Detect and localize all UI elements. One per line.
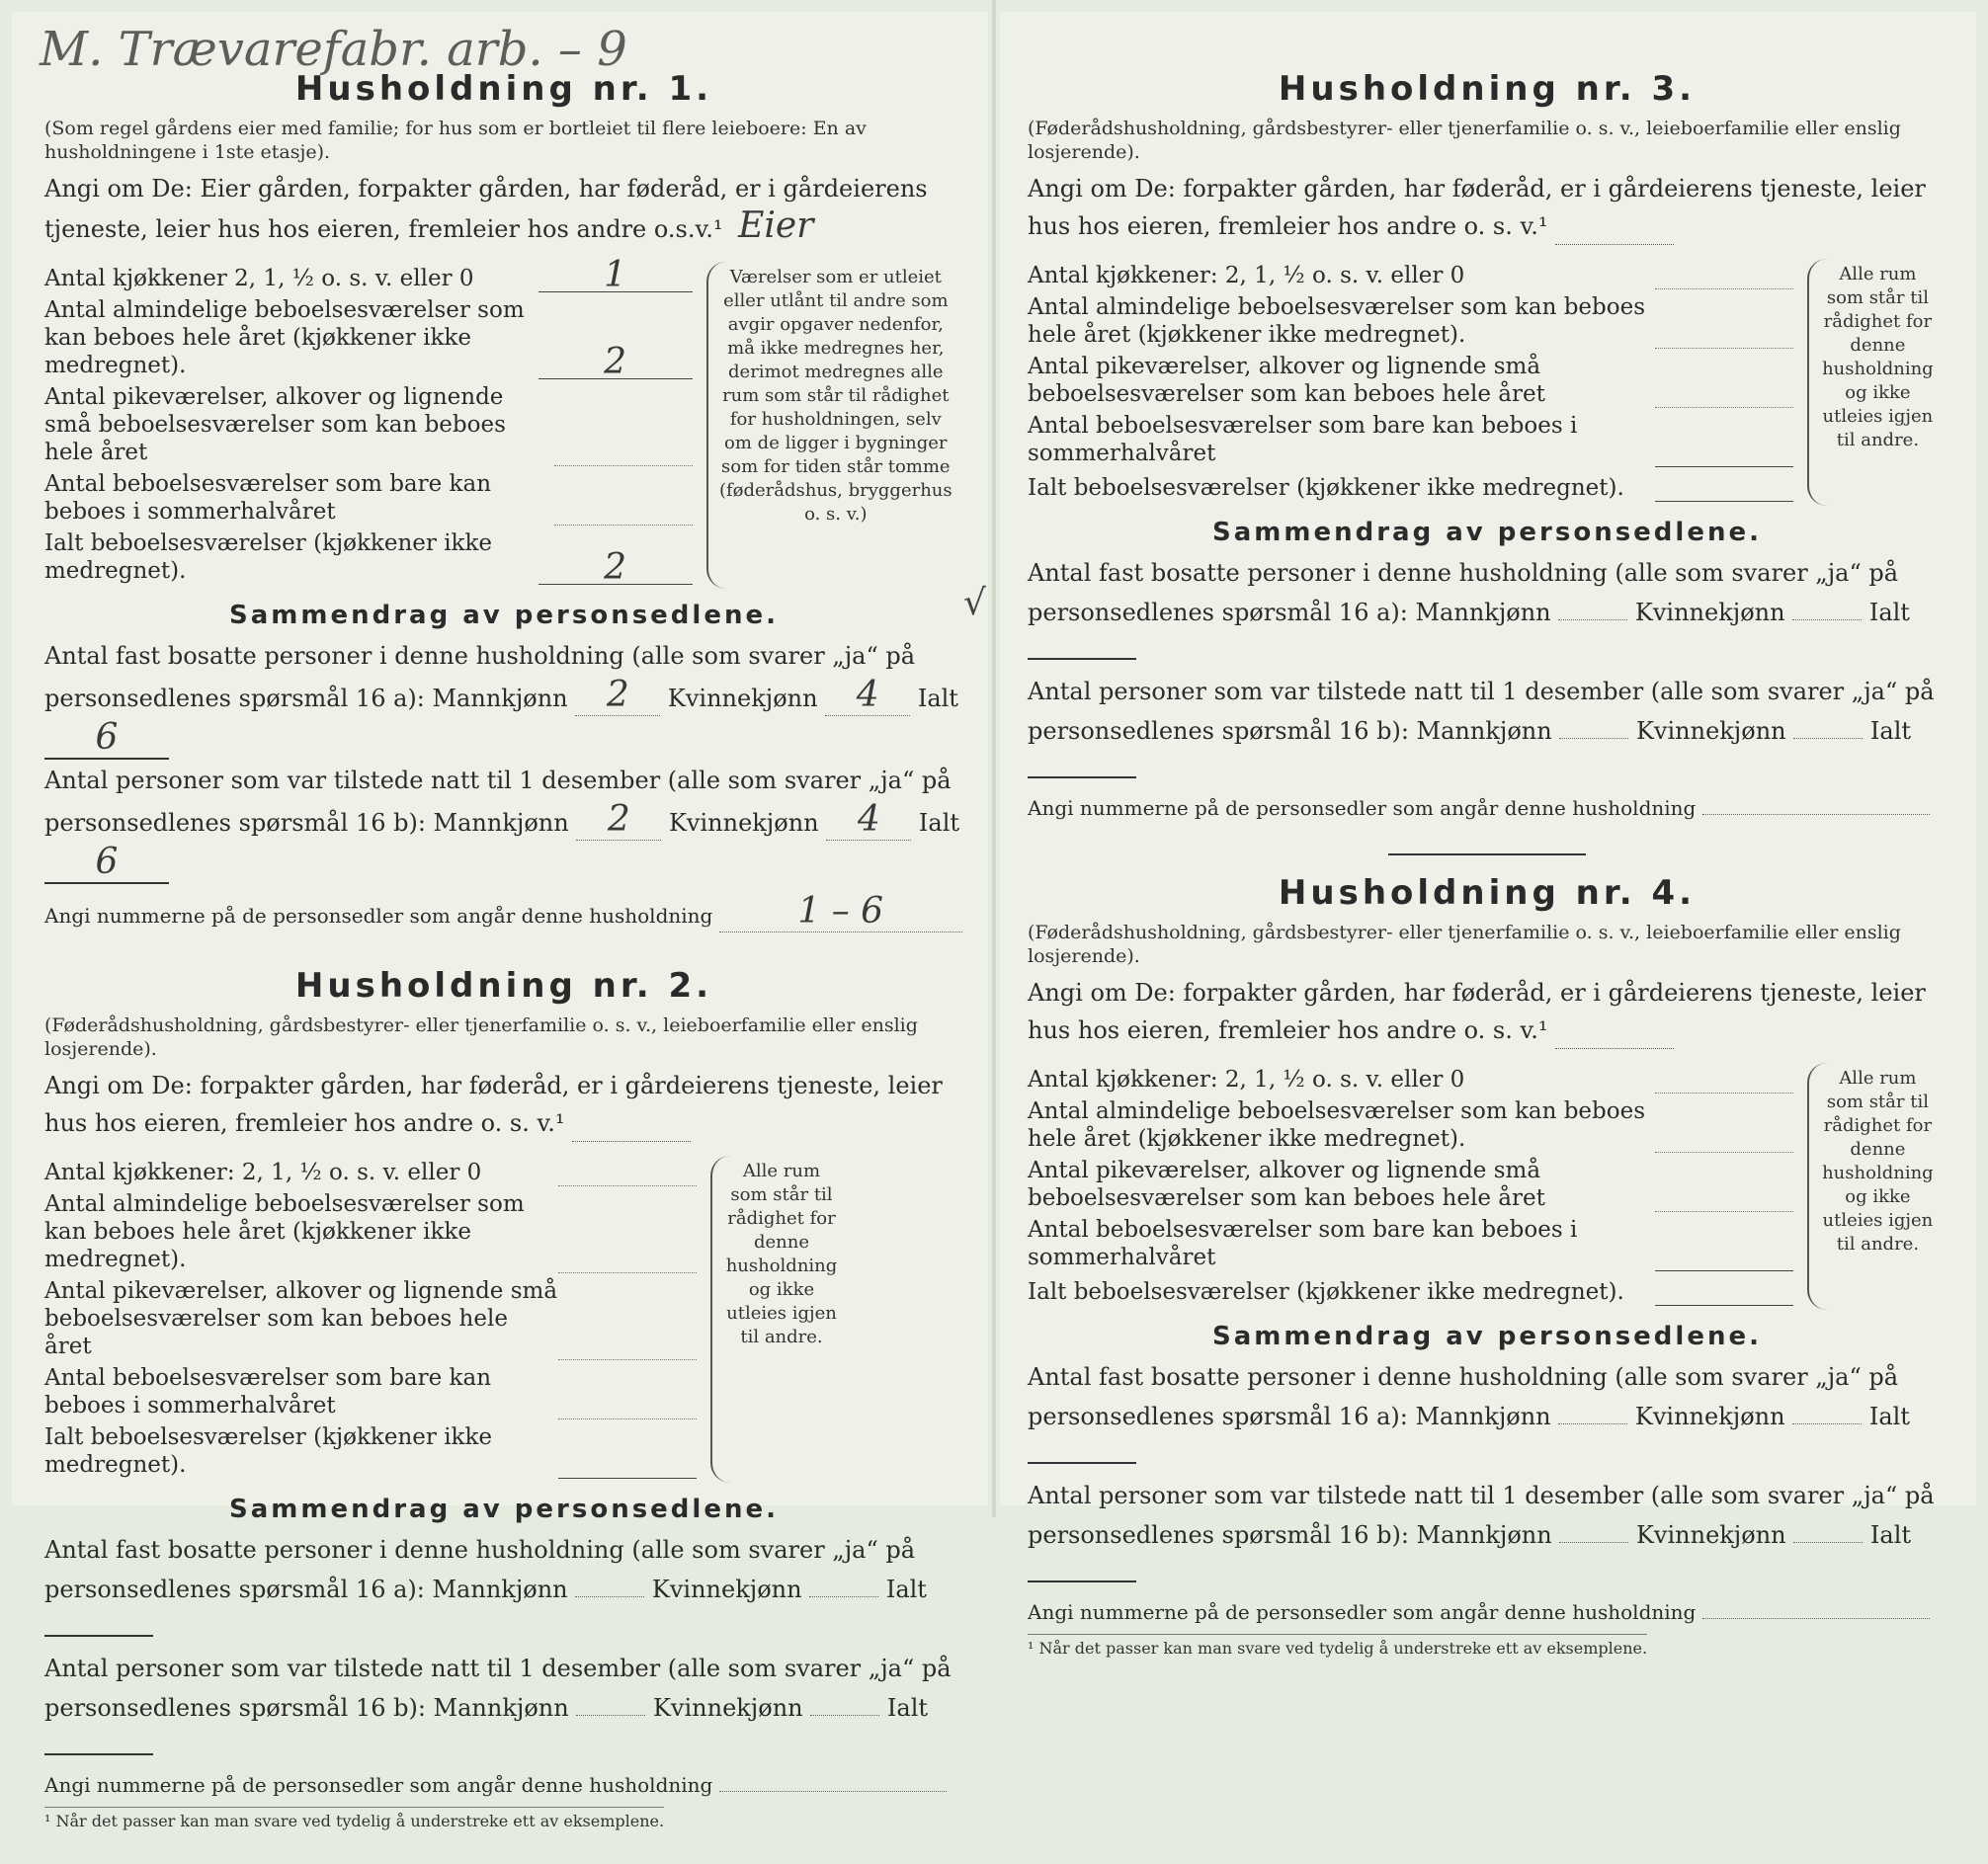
hh4-sum-b-ialt-label: Ialt [1869, 1521, 1912, 1549]
hh2-row-ordinary-label: Antal almindelige beboelsesværelser som kan beboes hele året (kjøkkener ikke medregnet). [44, 1191, 525, 1272]
hh1-sum-b-ialt-label: Ialt [918, 809, 960, 837]
hh2-sum-a-lead: Antal fast bosatte personer i denne husholdning (alle som svarer „ja“ på [44, 1536, 916, 1564]
hh4-row-summer [1028, 1216, 1793, 1271]
hh2-row-total-label: Ialt beboelsesværelser (kjøkkener ikke medregnet). [44, 1424, 493, 1478]
hh2-numbers [44, 1773, 963, 1797]
hh3-row-summer-value[interactable] [1655, 437, 1793, 467]
hh3-sum-a [1028, 593, 1947, 672]
household-3 [1028, 69, 1947, 820]
hh4-row-small-value[interactable] [1655, 1181, 1793, 1212]
household-2-question-text: Angi om De: forpakter gården, har føderåd, er i gårdeierens tjeneste, leier hus hos eieren, fremleier hos andre o. s. v.¹ [44, 1072, 943, 1137]
hh1-numbers [44, 891, 963, 932]
hh3-row-ordinary [1028, 293, 1793, 349]
hh3-row-small-value[interactable] [1655, 377, 1793, 408]
hh3-row-small-label: Antal pikeværelser, alkover og lignende små beboelsesværelser som kan beboes hele året [1028, 354, 1545, 407]
hh1-row-summer [44, 470, 693, 526]
hh2-sum-a-kvinne[interactable] [809, 1596, 878, 1597]
hh2-row-total-value[interactable] [558, 1448, 697, 1479]
hh1-sum-b-ialt[interactable]: 6 [44, 843, 169, 884]
hh4-row-ordinary-label: Antal almindelige beboelsesværelser som kan beboes hele året (kjøkkener ikke medregnet). [1028, 1098, 1646, 1152]
hh2-row-summer [44, 1364, 697, 1419]
hh1-sum-b-kvinne[interactable]: 4 [826, 800, 911, 841]
household-4-title: Husholdning nr. 4. [1278, 873, 1697, 913]
hh4-row-small [1028, 1157, 1793, 1212]
hh3-sum-b-mann[interactable] [1559, 738, 1628, 739]
hh2-sum-a-mann-label: Mannkjønn [432, 1576, 568, 1603]
hh4-row-ordinary-value[interactable] [1655, 1122, 1793, 1153]
hh2-sum-a-q: personsedlenes spørsmål 16 a): [44, 1576, 425, 1603]
hh4-sum-b [1028, 1515, 1947, 1594]
left-page [44, 30, 963, 1864]
hh3-sum-a-ialt-label: Ialt [1868, 599, 1910, 626]
hh3-sum-a-kvinne[interactable] [1792, 619, 1862, 620]
hh4-sum-b-lead: Antal personer som var tilstede natt til 1 desember (alle som svarer „ja“ på [1028, 1482, 1935, 1509]
hh1-sum-a-lead: Antal fast bosatte personer i denne husholdning (alle som svarer „ja“ på [44, 642, 916, 670]
hh3-row-summer-label: Antal beboelsesværelser som bare kan beboes i sommerhalvåret [1028, 413, 1578, 466]
hh3-sum-a-ialt[interactable] [1028, 658, 1136, 660]
hh4-row-kitchens-value[interactable] [1655, 1063, 1793, 1094]
hh1-row-kitchens-label: Antal kjøkkener 2, 1, ½ o. s. v. eller 0 [44, 266, 474, 291]
household-4-question [1028, 974, 1947, 1049]
hh2-sum-b-kvinne[interactable] [810, 1715, 879, 1716]
hh3-row-kitchens-value[interactable] [1655, 259, 1793, 289]
hh4-sum-a [1028, 1397, 1947, 1476]
hh4-numbers [1028, 1600, 1947, 1624]
hh2-sum-b-mann[interactable] [576, 1715, 645, 1716]
household-4-rooms [1028, 1063, 1947, 1310]
household-3-brace-note: Alle rum som står til rådighet for denne husholdning og ikke utleies igjen til andre. [1807, 259, 1947, 506]
household-4-question-text: Angi om De: forpakter gården, har føderåd, er i gårdeierens tjeneste, leier hus hos eieren, fremleier hos andre o. s. v.¹ [1028, 979, 1926, 1044]
hh1-row-small-value[interactable] [554, 436, 693, 466]
hh1-sum-a-ialt[interactable]: 6 [44, 718, 169, 760]
household-divider [1388, 853, 1586, 855]
household-4-brace-note: Alle rum som står til rådighet for denne husholdning og ikke utleies igjen til andre. [1807, 1063, 1947, 1310]
hh2-row-kitchens [44, 1156, 697, 1186]
hh2-row-summer-value[interactable] [558, 1389, 697, 1419]
hh2-row-kitchens-label: Antal kjøkkener: 2, 1, ½ o. s. v. eller 0 [44, 1160, 482, 1185]
hh3-sum-a-mann[interactable] [1558, 619, 1627, 620]
hh3-numbers-value[interactable] [1702, 814, 1930, 815]
hh3-sum-b-mann-label: Mannkjønn [1416, 717, 1552, 745]
hh3-sum-a-kvinne-label: Kvinnekjønn [1634, 599, 1785, 626]
hh4-sum-a-q: personsedlenes spørsmål 16 a): [1028, 1403, 1408, 1430]
hh2-sum-b-mann-label: Mannkjønn [433, 1694, 569, 1722]
household-2-summary-title: Sammendrag av personsedlene. [229, 1495, 779, 1524]
hh2-sum-b [44, 1688, 963, 1767]
hh3-row-kitchens-label: Antal kjøkkener: 2, 1, ½ o. s. v. eller 0 [1028, 263, 1465, 288]
hh3-row-kitchens [1028, 259, 1793, 289]
hh1-sum-b-kvinne-label: Kvinnekjønn [668, 809, 819, 837]
hh3-row-total-label: Ialt beboelsesværelser (kjøkkener ikke medregnet). [1028, 475, 1624, 501]
hh1-sum-a-ialt-label: Ialt [917, 685, 958, 712]
hh2-row-small-label: Antal pikeværelser, alkover og lignende små beboelsesværelser som kan beboes hele året [44, 1278, 558, 1359]
hh4-row-kitchens [1028, 1063, 1793, 1094]
check-mark: √ [963, 583, 986, 623]
hh3-row-ordinary-label: Antal almindelige beboelsesværelser som kan beboes hele året (kjøkkener ikke medregnet). [1028, 294, 1646, 348]
hh1-row-kitchens [44, 255, 693, 295]
hh4-sum-a-ialt[interactable] [1028, 1462, 1136, 1464]
hh3-row-total [1028, 471, 1793, 502]
household-1-title: Husholdning nr. 1. [294, 69, 713, 109]
household-4-room-rows [1028, 1063, 1793, 1310]
hh2-sum-b-q: personsedlenes spørsmål 16 b): [44, 1694, 426, 1722]
hh1-sum-a-mann[interactable]: 2 [575, 676, 660, 716]
hh1-sum-b-lead: Antal personer som var tilstede natt til 1 desember (alle som svarer „ja“ på [44, 767, 952, 794]
hh3-numbers [1028, 796, 1947, 820]
hh4-sum-b-mann[interactable] [1559, 1542, 1628, 1543]
hh2-sum-a-mann[interactable] [575, 1596, 644, 1597]
hh2-row-total [44, 1423, 697, 1479]
hh4-sum-b-mann-label: Mannkjønn [1416, 1521, 1552, 1549]
household-2-question [44, 1067, 963, 1142]
household-4 [1028, 873, 1947, 1658]
hh1-sum-b [44, 800, 963, 885]
hh2-sum-a-kvinne-label: Kvinnekjønn [651, 1576, 802, 1603]
household-2-room-rows [44, 1156, 697, 1483]
household-1-room-rows [44, 255, 693, 589]
hh2-sum-a-ialt[interactable] [44, 1635, 153, 1637]
hh2-numbers-value[interactable] [719, 1791, 947, 1792]
hh4-row-kitchens-label: Antal kjøkkener: 2, 1, ½ o. s. v. eller 0 [1028, 1067, 1465, 1093]
household-4-note: (Føderådshusholdning, gårdsbestyrer- eller tjenerfamilie o. s. v., leieboerfamilie eller enslig losjerende). [1028, 922, 1901, 967]
hh2-sum-b-kvinne-label: Kvinnekjønn [652, 1694, 803, 1722]
hh1-row-ordinary-value[interactable]: 2 [538, 349, 693, 379]
hh4-row-summer-value[interactable] [1655, 1241, 1793, 1271]
hh1-row-ordinary-label: Antal almindelige beboelsesværelser som kan beboes hele året (kjøkkener ikke medregnet). [44, 297, 525, 378]
hh2-row-small-value[interactable] [558, 1330, 697, 1360]
hh1-sum-b-mann[interactable]: 2 [576, 800, 661, 841]
household-1-question-text: Angi om De: Eier gården, forpakter gården, har føderåd, er i gårdeierens tjeneste, leier hus hos eieren, fremleier hos andre o.s.v.¹ [44, 175, 928, 243]
household-2 [44, 966, 963, 1830]
hh2-sum-b-lead: Antal personer som var tilstede natt til 1 desember (alle som svarer „ja“ på [44, 1655, 952, 1682]
hh2-sum-a [44, 1570, 963, 1649]
hh3-sum-b-kvinne[interactable] [1793, 738, 1863, 739]
household-3-question-answer[interactable] [1555, 218, 1674, 245]
hh4-sum-b-ialt[interactable] [1028, 1580, 1136, 1582]
hh2-sum-a-ialt-label: Ialt [885, 1576, 927, 1603]
hh4-row-total-label: Ialt beboelsesværelser (kjøkkener ikke medregnet). [1028, 1279, 1624, 1305]
hh4-sum-b-kvinne[interactable] [1793, 1542, 1863, 1543]
hh3-sum-b [1028, 711, 1947, 790]
left-footnote: ¹ Når det passer kan man svare ved tydelig å understreke ett av eksemplene. [44, 1807, 664, 1830]
hh4-sum-a-mann[interactable] [1558, 1423, 1627, 1424]
hh2-row-kitchens-value[interactable] [558, 1156, 697, 1186]
hh4-sum-b-q: personsedlenes spørsmål 16 b): [1028, 1521, 1409, 1549]
household-4-summary-title: Sammendrag av personsedlene. [1212, 1322, 1762, 1351]
hh1-sum-a-kvinne-label: Kvinnekjønn [667, 685, 818, 712]
hh1-row-total [44, 529, 693, 588]
household-3-room-rows [1028, 259, 1793, 506]
hh3-sum-b-lead: Antal personer som var tilstede natt til 1 desember (alle som svarer „ja“ på [1028, 678, 1935, 705]
household-1-question-answer[interactable]: Eier [738, 205, 814, 246]
hh1-row-summer-value[interactable] [554, 495, 693, 526]
household-3-question [1028, 170, 1947, 245]
hh3-sum-a-lead: Antal fast bosatte personer i denne husholdning (alle som svarer „ja“ på [1028, 559, 1899, 587]
hh1-row-total-value[interactable]: 2 [538, 554, 693, 585]
household-4-question-answer[interactable] [1555, 1022, 1674, 1049]
household-2-brace-note: Alle rum som står til rådighet for denne husholdning og ikke utleies igjen til andre. [710, 1156, 851, 1483]
hh1-numbers-value[interactable]: 1 – 6 [719, 891, 962, 932]
hh4-numbers-value[interactable] [1702, 1618, 1930, 1619]
household-3-question-text: Angi om De: forpakter gården, har føderåd, er i gårdeierens tjeneste, leier hus hos eieren, fremleier hos andre o. s. v.¹ [1028, 175, 1926, 240]
household-3-summary-title: Sammendrag av personsedlene. [1212, 518, 1762, 547]
household-1 [44, 69, 963, 932]
hh1-sum-a [44, 676, 963, 761]
household-1-note: (Som regel gårdens eier med familie; for hus som er bortleiet til flere leieboere: En av husholdningene i 1ste etasje). [44, 118, 867, 163]
hh4-row-total [1028, 1275, 1793, 1306]
hh3-sum-a-q: personsedlenes spørsmål 16 a): [1028, 599, 1408, 626]
hh1-row-summer-label: Antal beboelsesværelser som bare kan beboes i sommerhalvåret [44, 471, 492, 525]
hh3-row-summer [1028, 412, 1793, 467]
hh4-numbers-label: Angi nummerne på de personsedler som angår denne husholdning [1028, 1600, 1697, 1624]
hh2-numbers-label: Angi nummerne på de personsedler som angår denne husholdning [44, 1773, 713, 1797]
household-1-brace-note: Værelser som er utleiet eller utlånt til andre som avgir opgaver nedenfor, må ikke medregnes her, derimot medregnes alle rum som står til rådighet for husholdningen, selv om de ligger i bygninger som for tiden står tomme (føderådshus, bryggerhus o. s. v.) [706, 262, 963, 589]
hh3-sum-b-kvinne-label: Kvinnekjønn [1635, 717, 1786, 745]
hh3-row-ordinary-value[interactable] [1655, 318, 1793, 349]
hh3-row-total-value[interactable] [1655, 471, 1793, 502]
household-1-summary-title: Sammendrag av personsedlene. [229, 601, 779, 630]
hh2-sum-b-ialt-label: Ialt [886, 1694, 929, 1722]
hh2-row-ordinary [44, 1190, 697, 1273]
hh4-sum-b-kvinne-label: Kvinnekjønn [1635, 1521, 1786, 1549]
household-2-rooms [44, 1156, 963, 1483]
household-2-title: Husholdning nr. 2. [294, 966, 713, 1006]
right-page [1028, 30, 1947, 1691]
hh1-row-kitchens-value[interactable]: 1 [538, 262, 693, 292]
hh1-numbers-label: Angi nummerne på de personsedler som angår denne husholdning [44, 904, 713, 928]
hh4-row-ordinary [1028, 1097, 1793, 1153]
household-1-question [44, 170, 963, 248]
household-2-question-answer[interactable] [572, 1115, 691, 1142]
handwritten-header: M. Trævarefabr. arb. – 9 [40, 22, 627, 77]
household-1-rooms [44, 255, 963, 589]
hh1-sum-a-kvinne[interactable]: 4 [825, 676, 910, 716]
hh3-sum-b-ialt-label: Ialt [1869, 717, 1912, 745]
household-2-note: (Føderådshusholdning, gårdsbestyrer- eller tjenerfamilie o. s. v., leieboerfamilie eller enslig losjerende). [44, 1014, 918, 1060]
hh1-sum-b-mann-label: Mannkjønn [433, 809, 569, 837]
hh1-row-total-label: Ialt beboelsesværelser (kjøkkener ikke medregnet). [44, 530, 493, 584]
hh4-row-small-label: Antal pikeværelser, alkover og lignende små beboelsesværelser som kan beboes hele året [1028, 1158, 1545, 1211]
hh2-row-ordinary-value[interactable] [558, 1243, 697, 1273]
hh4-sum-a-mann-label: Mannkjønn [1415, 1403, 1551, 1430]
household-3-title: Husholdning nr. 3. [1278, 69, 1697, 109]
hh2-sum-b-ialt[interactable] [44, 1753, 153, 1755]
hh4-row-summer-label: Antal beboelsesværelser som bare kan beboes i sommerhalvåret [1028, 1217, 1578, 1270]
hh4-sum-a-kvinne-label: Kvinnekjønn [1634, 1403, 1785, 1430]
hh4-sum-a-ialt-label: Ialt [1868, 1403, 1910, 1430]
hh1-sum-a-q: personsedlenes spørsmål 16 a): [44, 685, 425, 712]
hh4-sum-a-lead: Antal fast bosatte personer i denne husholdning (alle som svarer „ja“ på [1028, 1363, 1899, 1391]
hh1-row-ordinary [44, 296, 693, 382]
household-3-note: (Føderådshusholdning, gårdsbestyrer- eller tjenerfamilie o. s. v., leieboerfamilie eller enslig losjerende). [1028, 118, 1901, 163]
hh2-row-small [44, 1277, 697, 1360]
hh4-sum-a-kvinne[interactable] [1792, 1423, 1862, 1424]
hh3-sum-b-ialt[interactable] [1028, 776, 1136, 778]
hh1-sum-a-mann-label: Mannkjønn [432, 685, 568, 712]
hh3-numbers-label: Angi nummerne på de personsedler som angår denne husholdning [1028, 796, 1697, 820]
page-fold [992, 0, 996, 1517]
hh3-row-small [1028, 353, 1793, 408]
hh2-row-summer-label: Antal beboelsesværelser som bare kan beboes i sommerhalvåret [44, 1365, 492, 1418]
hh4-row-total-value[interactable] [1655, 1275, 1793, 1306]
hh3-sum-a-mann-label: Mannkjønn [1415, 599, 1551, 626]
hh1-sum-b-q: personsedlenes spørsmål 16 b): [44, 809, 426, 837]
right-footnote: ¹ Når det passer kan man svare ved tydelig å understreke ett av eksemplene. [1028, 1634, 1647, 1658]
hh1-row-small [44, 383, 693, 466]
hh3-sum-b-q: personsedlenes spørsmål 16 b): [1028, 717, 1409, 745]
household-3-rooms [1028, 259, 1947, 506]
hh1-row-small-label: Antal pikeværelser, alkover og lignende små beboelsesværelser som kan beboes hele året [44, 384, 506, 465]
